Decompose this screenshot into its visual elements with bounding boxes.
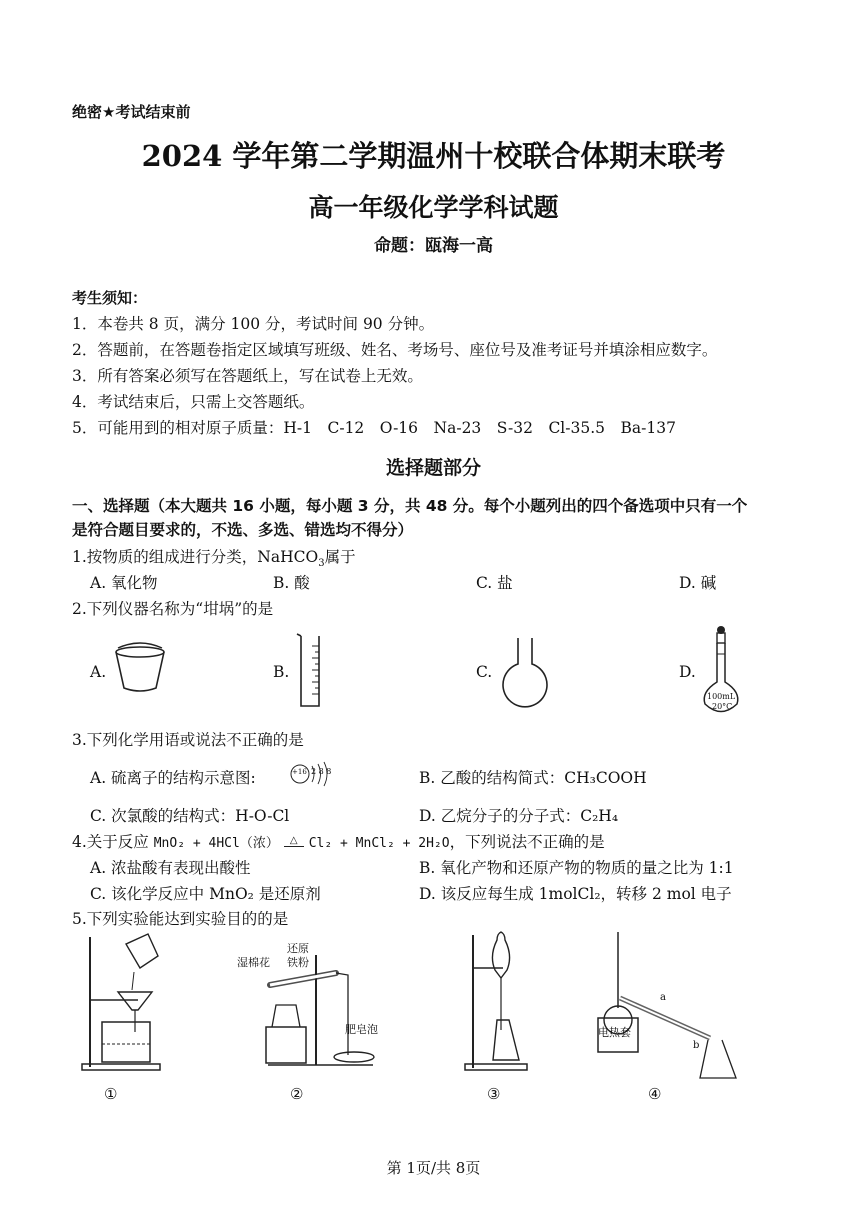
flask-temp-label: 20°C (712, 702, 733, 711)
q4-option-a: A. 浓盐酸有表现出酸性 (90, 859, 251, 877)
distillation-apparatus-image (590, 928, 740, 1078)
part-one-instructions: 一、选择题（本大题共 16 小题，每小题 3 分，共 48 分。每个小题列出的四个备选项中只有一个 (72, 497, 748, 515)
q2-label-c: C. (476, 663, 493, 681)
separatory-funnel-apparatus-image (463, 930, 533, 1075)
inlet-b-label: b (693, 1040, 700, 1051)
round-bottom-flask-image (500, 636, 550, 704)
confidential-mark: 绝密★考试结束前 (72, 103, 191, 121)
q4-option-c: C. 该化学反应中 MnO₂ 是还原剂 (90, 885, 321, 903)
heating-mantle-label: 电热套 (598, 1026, 631, 1039)
question-5-stem: 5.下列实验能达到实验目的的是 (72, 910, 289, 928)
sulfur-nucleus-label: +16 (292, 768, 307, 776)
inlet-a-label: a (660, 992, 666, 1003)
reduced-label: 还原 (287, 942, 309, 955)
q3-option-b: B. 乙酸的结构简式：CH₃COOH (419, 769, 647, 787)
q3-option-c: C. 次氯酸的结构式：H-O-Cl (90, 807, 290, 825)
q2-label-d: D. (679, 663, 696, 681)
notice-item: 2．答题前，在答题卷指定区域填写班级、姓名、考场号、座位号及准考证号并填涂相应数字。 (72, 341, 718, 359)
notice-item: 3．所有答案必须写在答题纸上，写在试卷上无效。 (72, 367, 423, 385)
iron-powder-label: 铁粉 (287, 956, 309, 969)
question-2-stem: 2.下列仪器名称为“坩埚”的是 (72, 600, 274, 618)
exam-title: 2024 学年第二学期温州十校联合体期末联考 (141, 139, 726, 173)
q1-option-a: A. 氧化物 (90, 574, 158, 592)
q3-option-a: A. 硫离子的结构示意图: (90, 769, 256, 787)
notice-item: 4．考试结束后，只需上交答题纸。 (72, 393, 315, 411)
sulfur-shell-label: 2 8 8 (311, 767, 332, 776)
question-1-stem: 1.按物质的组成进行分类，NaHCO$_3$属于 (72, 548, 356, 570)
question-3-stem: 3.下列化学用语或说法不正确的是 (72, 731, 304, 749)
apparatus-number-4: ④ (648, 1085, 662, 1103)
apparatus-number-1: ① (104, 1085, 118, 1103)
flask-volume-label: 100mL (707, 692, 736, 701)
graduated-cylinder-image (295, 634, 325, 710)
soap-bubble-label: 肥皂泡 (345, 1023, 378, 1036)
notice-item: 1．本卷共 8 页，满分 100 分，考试时间 90 分钟。 (72, 315, 435, 333)
section-title: 选择题部分 (385, 457, 481, 479)
q4-option-b: B. 氧化产物和还原产物的物质的量之比为 1:1 (419, 859, 734, 877)
q2-label-a: A. (90, 663, 107, 681)
part-one-instructions-cont: 是符合题目要求的，不选、多选、错选均不得分） (72, 521, 414, 539)
exam-author: 命题：瓯海一高 (374, 236, 493, 256)
wet-cotton-label: 湿棉花 (237, 956, 270, 969)
q1-option-b: B. 酸 (273, 574, 310, 592)
q4-option-d: D. 该反应每生成 1molCl₂，转移 2 mol 电子 (419, 885, 732, 903)
q1-option-c: C. 盐 (476, 574, 513, 592)
exam-subtitle: 高一年级化学学科试题 (308, 193, 559, 222)
filtration-apparatus-image (78, 932, 168, 1072)
notice-heading: 考生须知： (72, 289, 148, 307)
q3-option-d: D. 乙烷分子的分子式：C₂H₄ (419, 807, 619, 825)
apparatus-number-2: ② (290, 1085, 304, 1103)
page-footer: 第 1页/共 8页 (386, 1159, 481, 1177)
notice-item: 5．可能用到的相对原子质量：H-1 C-12 O-16 Na-23 S-32 Cl-35.5 Ba-137 (72, 419, 676, 437)
question-4-stem: 4.关于反应 MnO₂ + 4HCl（浓） △ Cl₂ + MnCl₂ + 2H₂O，下列说法不正确的是 (72, 833, 605, 851)
crucible-image (110, 640, 170, 695)
q1-option-d: D. 碱 (679, 574, 717, 592)
iron-steam-apparatus-image (258, 945, 378, 1070)
apparatus-number-3: ③ (487, 1085, 501, 1103)
q2-label-b: B. (273, 663, 290, 681)
